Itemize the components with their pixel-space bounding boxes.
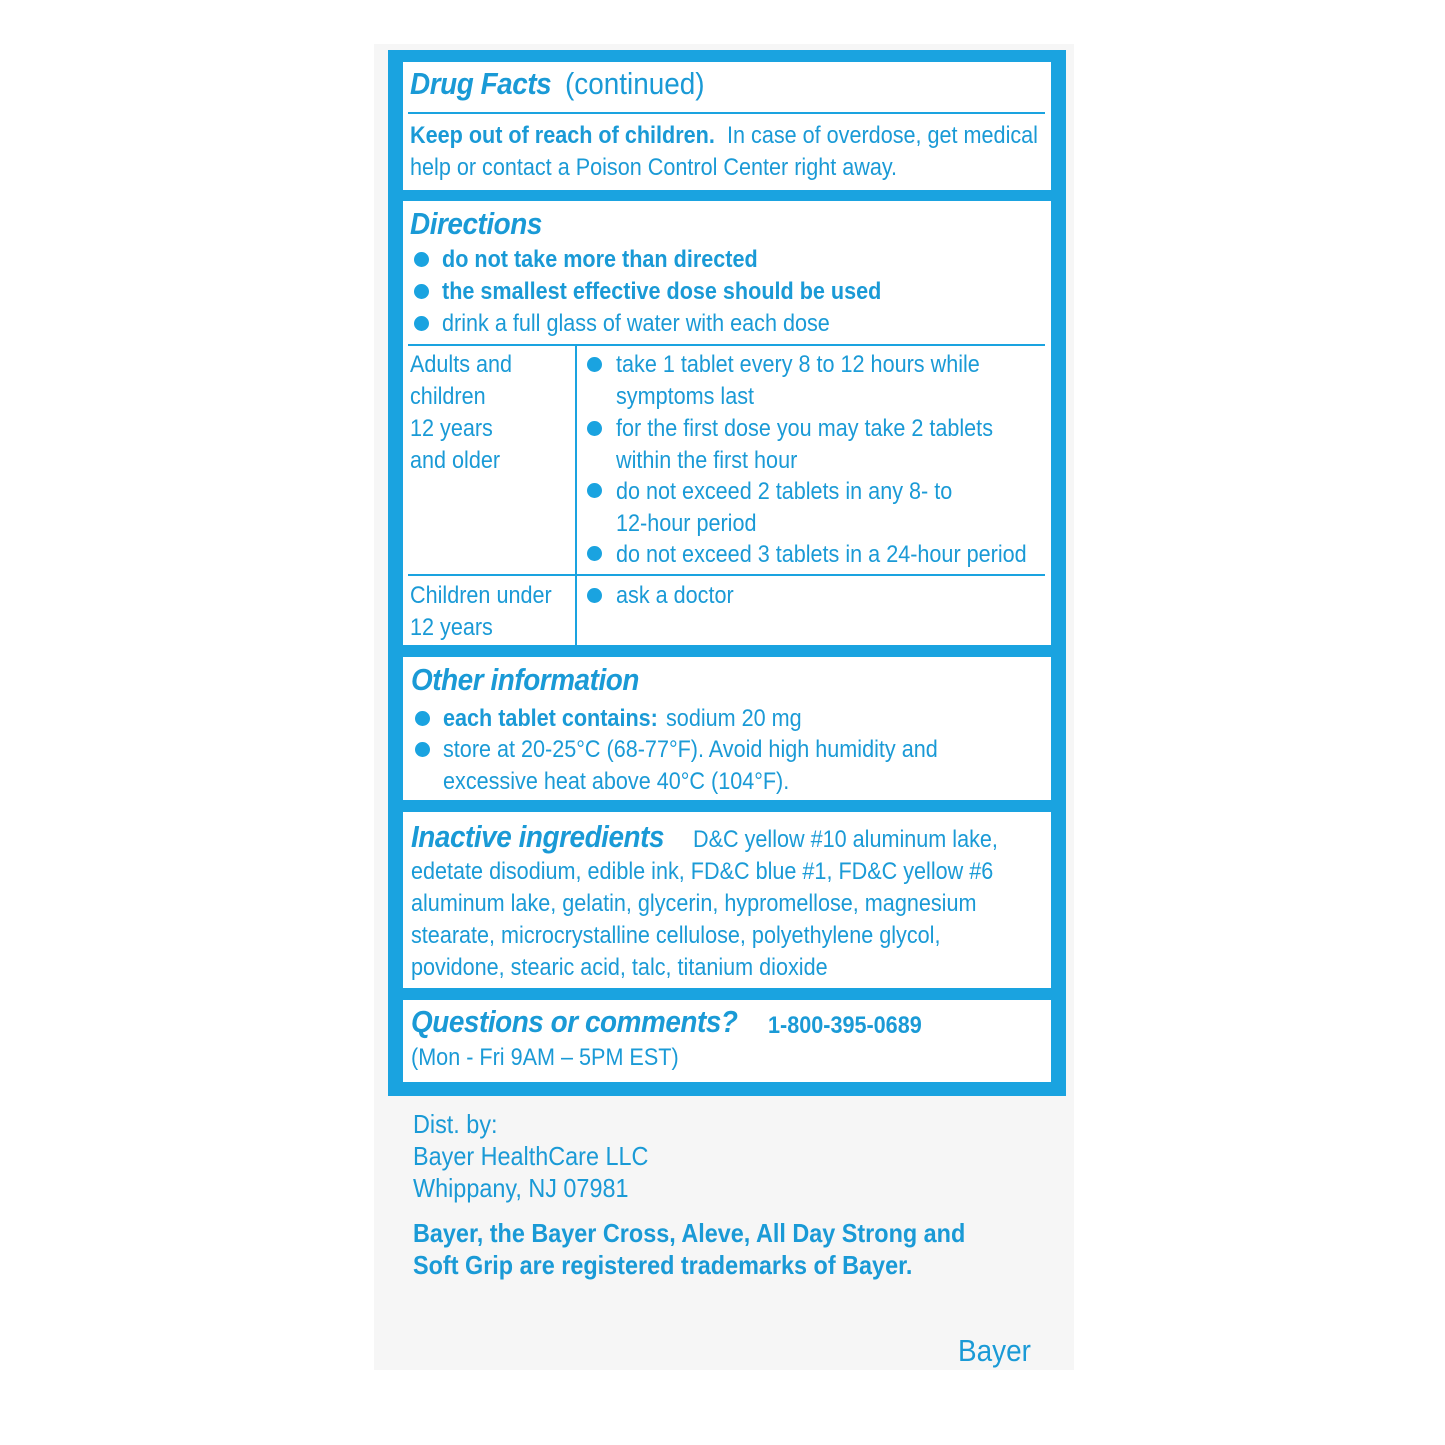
other-information-heading: Other information (411, 662, 639, 697)
adults-label: children (410, 383, 486, 410)
adults-dose-item: take 1 tablet every 8 to 12 hours while (616, 351, 980, 378)
inactive-ingredients-heading: Inactive ingredients (411, 819, 665, 854)
other-info-item-value: sodium 20 mg (666, 705, 802, 732)
table-column-rule (575, 346, 577, 645)
distributor-label: Dist. by: (413, 1109, 498, 1139)
table-row-rule (408, 574, 1045, 576)
direction-bullet: drink a full glass of water with each dose (442, 310, 830, 337)
drug-facts-header-section (403, 62, 1051, 190)
adults-label: and older (410, 447, 501, 474)
distributor-address: Whippany, NJ 07981 (413, 1173, 629, 1203)
drug-facts-box (388, 50, 1066, 1096)
children-label: 12 years (410, 614, 493, 641)
bullet-icon (587, 483, 602, 498)
bullet-icon (415, 742, 430, 757)
questions-hours: (Mon - Fri 9AM – 5PM EST) (411, 1044, 679, 1071)
trademark-text: Soft Grip are registered trademarks of Bayer. (413, 1250, 913, 1280)
other-info-item-label: each tablet contains: (443, 705, 658, 732)
bullet-icon (415, 711, 430, 726)
bullet-icon (587, 588, 602, 603)
inactive-ingredients-text: D&C yellow #10 aluminum lake, (693, 826, 998, 853)
bullet-icon (587, 546, 602, 561)
bullet-icon (414, 316, 429, 331)
direction-bullet: do not take more than directed (442, 246, 758, 273)
warning-text-line2: help or contact a Poison Control Center right away. (410, 154, 898, 181)
warning-bold-text: Keep out of reach of children. (410, 122, 715, 149)
header-divider (408, 112, 1045, 114)
adults-dose-item: symptoms last (616, 383, 755, 410)
children-label: Children under (410, 582, 552, 609)
bayer-brand: Bayer (958, 1333, 1031, 1368)
inactive-ingredients-text: povidone, stearic acid, talc, titanium dioxide (411, 954, 828, 981)
other-info-item: excessive heat above 40°C (104°F). (443, 768, 790, 795)
drug-facts-title: Drug Facts (410, 66, 552, 101)
table-top-rule (408, 344, 1045, 346)
bullet-icon (587, 357, 602, 372)
direction-bullet: the smallest effective dose should be used (442, 278, 882, 305)
questions-section (403, 1000, 1051, 1082)
adults-label: Adults and (410, 351, 513, 378)
adults-dose-item: do not exceed 3 tablets in a 24-hour period (616, 541, 1027, 568)
bullet-icon (414, 284, 429, 299)
questions-heading: Questions or comments? (411, 1004, 738, 1039)
bullet-icon (587, 421, 602, 436)
questions-phone: 1-800-395-0689 (768, 1012, 922, 1039)
other-info-item: store at 20-25°C (68-77°F). Avoid high humidity and (443, 736, 938, 763)
inactive-ingredients-section (403, 812, 1051, 988)
trademark-text: Bayer, the Bayer Cross, Aleve, All Day Strong and (413, 1218, 966, 1248)
children-dose-item: ask a doctor (616, 582, 734, 609)
adults-dose-item: for the first dose you may take 2 tablets (616, 415, 993, 442)
bullet-icon (414, 252, 429, 267)
warning-text: In case of overdose, get medical (727, 122, 1038, 149)
adults-label: 12 years (410, 415, 493, 442)
directions-section (403, 201, 1051, 645)
inactive-ingredients-text: aluminum lake, gelatin, glycerin, hypromellose, magnesium (411, 890, 977, 917)
adults-dose-item: 12-hour period (616, 510, 757, 537)
adults-dose-item: within the first hour (616, 447, 798, 474)
inactive-ingredients-text: edetate disodium, edible ink, FD&C blue #1, FD&C yellow #6 (411, 858, 994, 885)
drug-facts-continued: (continued) (565, 66, 705, 101)
other-information-section (403, 657, 1051, 800)
distributor-name: Bayer HealthCare LLC (413, 1141, 649, 1171)
adults-dose-item: do not exceed 2 tablets in any 8- to (616, 478, 953, 505)
inactive-ingredients-text: stearate, microcrystalline cellulose, polyethylene glycol, (411, 922, 941, 949)
directions-heading: Directions (410, 206, 542, 241)
